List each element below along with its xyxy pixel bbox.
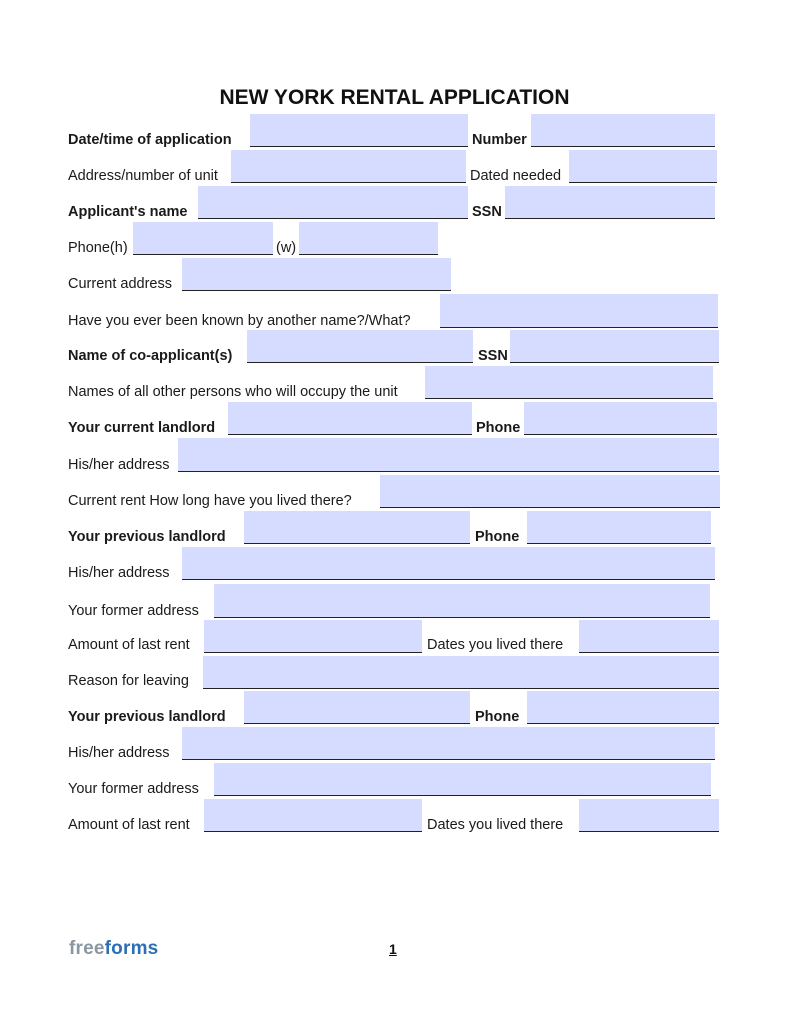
his-her-address-field-2[interactable] bbox=[182, 547, 715, 580]
dates-lived-field-1[interactable] bbox=[579, 620, 719, 653]
other-persons-field[interactable] bbox=[425, 366, 713, 399]
current-address-field[interactable] bbox=[182, 258, 451, 291]
previous-landlord-phone-label-2: Phone bbox=[475, 709, 520, 725]
other-persons-label: Names of all other persons who will occupy the unit bbox=[68, 384, 398, 400]
previous-landlord-phone-field-2[interactable] bbox=[527, 691, 719, 724]
current-landlord-label: Your current landlord bbox=[68, 420, 216, 436]
previous-landlord-field-2[interactable] bbox=[244, 691, 470, 724]
last-rent-field-1[interactable] bbox=[204, 620, 422, 653]
date-time-field[interactable] bbox=[250, 114, 468, 147]
current-landlord-field[interactable] bbox=[228, 402, 472, 435]
previous-landlord-label-1: Your previous landlord bbox=[68, 529, 226, 545]
date-needed-label: Dated needed bbox=[470, 168, 562, 184]
former-address-label-1: Your former address bbox=[68, 603, 199, 619]
phone-work-field[interactable] bbox=[299, 222, 438, 255]
current-address-label: Current address bbox=[68, 276, 172, 292]
his-her-address-label-3: His/her address bbox=[68, 745, 170, 761]
form-title: NEW YORK RENTAL APPLICATION bbox=[219, 86, 570, 109]
current-landlord-phone-field[interactable] bbox=[524, 402, 717, 435]
former-address-field-1[interactable] bbox=[214, 584, 710, 618]
date-needed-field[interactable] bbox=[569, 150, 717, 183]
former-address-field-2[interactable] bbox=[214, 763, 711, 796]
his-her-address-field-1[interactable] bbox=[178, 438, 719, 472]
date-time-label: Date/time of application bbox=[68, 132, 232, 148]
last-rent-label-2: Amount of last rent bbox=[68, 817, 190, 833]
applicant-name-label: Applicant's name bbox=[68, 204, 188, 220]
co-applicant-label: Name of co-applicant(s) bbox=[68, 348, 233, 364]
number-field[interactable] bbox=[531, 114, 715, 147]
reason-leaving-label: Reason for leaving bbox=[68, 673, 189, 689]
current-rent-field[interactable] bbox=[380, 475, 720, 508]
former-address-label-2: Your former address bbox=[68, 781, 199, 797]
freeforms-logo bbox=[69, 938, 158, 960]
number-label: Number bbox=[472, 132, 527, 148]
other-name-label: Have you ever been known by another name?/What? bbox=[68, 313, 411, 329]
co-ssn-label: SSN bbox=[478, 348, 508, 364]
dates-lived-label-1: Dates you lived there bbox=[427, 637, 564, 653]
phone-home-label: Phone(h) bbox=[68, 240, 128, 256]
phone-home-field[interactable] bbox=[133, 222, 273, 255]
current-landlord-phone-label: Phone bbox=[476, 420, 521, 436]
logo-free-text: free bbox=[69, 938, 105, 959]
page-number: 1 bbox=[389, 941, 397, 957]
reason-leaving-field[interactable] bbox=[203, 656, 719, 689]
current-rent-label: Current rent How long have you lived there? bbox=[68, 493, 352, 509]
logo-forms-text: forms bbox=[104, 938, 159, 959]
his-her-address-label-2: His/her address bbox=[68, 565, 170, 581]
his-her-address-field-3[interactable] bbox=[182, 727, 715, 760]
co-ssn-field[interactable] bbox=[510, 330, 719, 363]
previous-landlord-phone-label-1: Phone bbox=[475, 529, 520, 545]
address-unit-field[interactable] bbox=[231, 150, 466, 183]
dates-lived-field-2[interactable] bbox=[579, 799, 719, 832]
last-rent-field-2[interactable] bbox=[204, 799, 422, 832]
previous-landlord-label-2: Your previous landlord bbox=[68, 709, 226, 725]
ssn-field[interactable] bbox=[505, 186, 715, 219]
other-name-field[interactable] bbox=[440, 294, 718, 328]
phone-work-label: (w) bbox=[276, 240, 297, 256]
last-rent-label-1: Amount of last rent bbox=[68, 637, 190, 653]
dates-lived-label-2: Dates you lived there bbox=[427, 817, 564, 833]
address-unit-label: Address/number of unit bbox=[68, 168, 218, 184]
applicant-name-field[interactable] bbox=[198, 186, 468, 219]
previous-landlord-field-1[interactable] bbox=[244, 511, 470, 544]
co-applicant-field[interactable] bbox=[247, 330, 473, 363]
previous-landlord-phone-field-1[interactable] bbox=[527, 511, 711, 544]
his-her-address-label-1: His/her address bbox=[68, 457, 170, 473]
ssn-label: SSN bbox=[472, 204, 502, 220]
